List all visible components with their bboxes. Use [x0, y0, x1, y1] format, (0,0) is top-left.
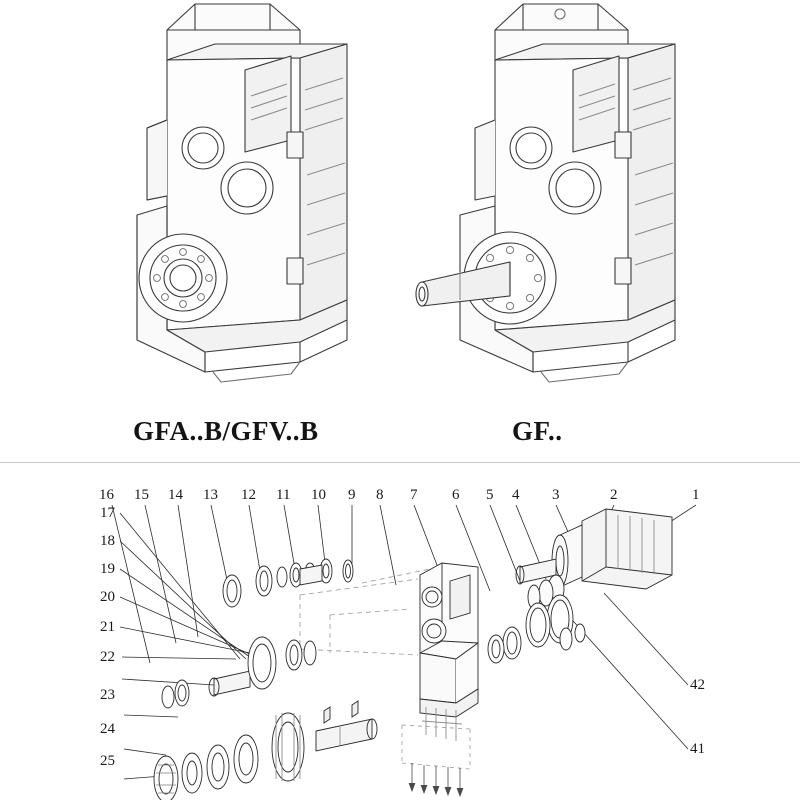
callout-14: 14 [168, 487, 183, 503]
callout-13: 13 [203, 487, 218, 503]
callout-22: 22 [100, 649, 115, 665]
callout-11: 11 [276, 487, 291, 503]
callout-3: 3 [552, 487, 560, 503]
callout-42: 42 [690, 677, 705, 693]
callout-25: 25 [100, 753, 115, 769]
callout-20: 20 [100, 589, 115, 605]
callout-17: 17 [100, 505, 115, 521]
callout-5: 5 [486, 487, 494, 503]
exploded-view-area [0, 463, 800, 800]
gearbox-left-drawing [95, 0, 395, 400]
callout-8: 8 [376, 487, 384, 503]
gearbox-right-drawing [400, 0, 730, 400]
callout-7: 7 [410, 487, 418, 503]
callout-24: 24 [100, 721, 115, 737]
callout-10: 10 [311, 487, 326, 503]
callout-23: 23 [100, 687, 115, 703]
callout-1: 1 [692, 487, 700, 503]
caption-left-gearbox: GFA..B/GFV..B [133, 416, 319, 446]
exploded-parts-drawing [0, 463, 800, 800]
callout-19: 19 [100, 561, 115, 577]
callout-21: 21 [100, 619, 115, 635]
callout-9: 9 [348, 487, 356, 503]
callout-15: 15 [134, 487, 149, 503]
callout-18: 18 [100, 533, 115, 549]
callout-2: 2 [610, 487, 618, 503]
callout-41: 41 [690, 741, 705, 757]
caption-right-gearbox: GF.. [512, 416, 563, 446]
callout-6: 6 [452, 487, 460, 503]
callout-16: 16 [99, 487, 114, 503]
callout-4: 4 [512, 487, 520, 503]
callout-12: 12 [241, 487, 256, 503]
